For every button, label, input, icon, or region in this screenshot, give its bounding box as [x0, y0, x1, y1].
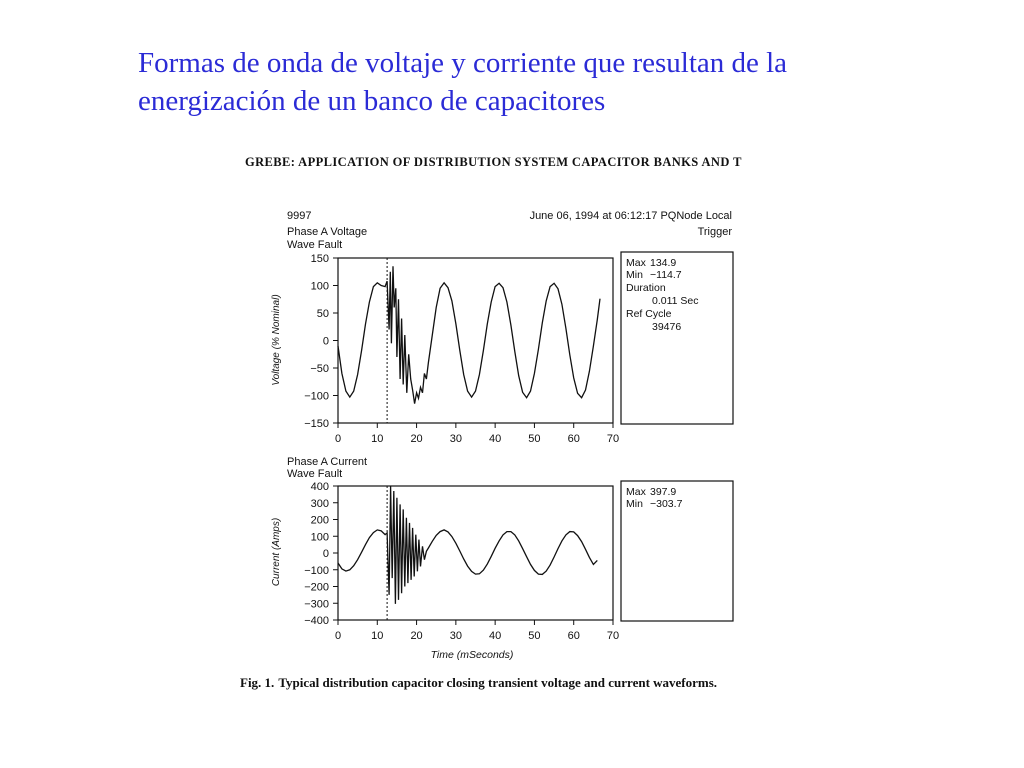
- voltage-x-axis: [335, 423, 619, 445]
- figure-caption-text: Typical distribution capacitor closing transient voltage and current waveforms.: [278, 675, 718, 690]
- voltage-title-line-2: Wave Fault: [287, 239, 343, 251]
- y-tick-label: 0: [322, 335, 329, 348]
- y-tick-label: 300: [310, 497, 329, 510]
- x-tick-label: 70: [606, 433, 620, 445]
- voltage-ref-cycle-label: Ref Cycle: [626, 308, 672, 320]
- current-max-label: Max: [626, 486, 646, 498]
- x-tick-label: 10: [371, 433, 384, 445]
- current-x-axis-label: Time (mSeconds): [430, 649, 514, 661]
- y-tick-label: −400: [304, 615, 329, 627]
- y-tick-label: 0: [322, 548, 329, 560]
- trigger-label: Trigger: [697, 226, 732, 238]
- x-tick-label: 20: [410, 630, 423, 642]
- x-tick-label: 0: [334, 630, 342, 642]
- event-timestamp: June 06, 1994 at 06:12:17 PQNode Local: [529, 210, 732, 222]
- slide-title-line-1: Formas de onda de voltaje y corriente que resultan de la: [138, 47, 788, 79]
- current-title-line-1: Phase A Current: [287, 456, 368, 468]
- x-tick-label: 50: [528, 433, 541, 445]
- current-plot-frame: [338, 486, 613, 620]
- y-tick-label: −100: [304, 564, 329, 577]
- voltage-min-value: −114.7: [650, 269, 682, 281]
- current-waveform-line: [338, 486, 597, 604]
- voltage-max-label: Max: [626, 257, 646, 269]
- y-tick-label: −50: [310, 363, 329, 375]
- x-tick-label: 0: [334, 433, 342, 445]
- y-tick-label: −150: [304, 418, 329, 430]
- voltage-min-label: Min: [626, 269, 643, 281]
- y-tick-label: 100: [310, 280, 329, 293]
- y-tick-label: −200: [304, 581, 329, 594]
- x-tick-label: 50: [528, 630, 541, 642]
- y-tick-label: 400: [310, 481, 329, 493]
- voltage-plot-frame: [338, 258, 613, 423]
- x-tick-label: 60: [567, 433, 580, 445]
- current-x-axis: [335, 620, 619, 642]
- voltage-y-axis-label: Voltage (% Nominal): [271, 294, 282, 386]
- y-tick-label: 50: [316, 308, 329, 320]
- current-y-axis-label: Current (Amps): [271, 517, 282, 587]
- y-tick-label: −300: [304, 598, 329, 611]
- y-tick-label: 100: [310, 531, 329, 544]
- x-tick-label: 60: [567, 630, 580, 642]
- voltage-title-line-1: Phase A Voltage: [287, 226, 368, 238]
- voltage-ref-cycle-value: 39476: [652, 321, 682, 333]
- x-tick-label: 30: [449, 433, 462, 445]
- current-min-label: Min: [626, 498, 643, 510]
- x-tick-label: 40: [489, 433, 502, 445]
- x-tick-label: 70: [606, 630, 620, 642]
- x-tick-label: 40: [489, 630, 502, 642]
- y-tick-label: 200: [310, 514, 329, 527]
- voltage-duration-label: Duration: [626, 282, 666, 294]
- voltage-waveform-line: [338, 266, 600, 403]
- voltage-duration-value: 0.011 Sec: [652, 295, 699, 307]
- x-tick-label: 20: [410, 433, 423, 445]
- figure-caption-label: Fig. 1.: [240, 675, 275, 690]
- y-tick-label: 150: [310, 253, 329, 265]
- event-id: 9997: [287, 210, 312, 222]
- figure-caption: [240, 674, 760, 691]
- slide-title-line-2: energización de un banco de capacitores: [138, 85, 606, 117]
- y-tick-label: −100: [304, 390, 329, 403]
- x-tick-label: 10: [371, 630, 384, 642]
- current-max-value: 397.9: [650, 486, 677, 498]
- current-title-line-2: Wave Fault: [287, 468, 343, 480]
- current-min-value: −303.7: [650, 498, 683, 510]
- current-y-axis: [304, 481, 338, 627]
- voltage-y-axis: [304, 253, 338, 430]
- x-tick-label: 30: [449, 630, 462, 642]
- paper-header: GREBE: APPLICATION OF DISTRIBUTION SYSTEM CAPACITOR BANKS AND T: [245, 155, 742, 169]
- voltage-max-value: 134.9: [650, 257, 677, 269]
